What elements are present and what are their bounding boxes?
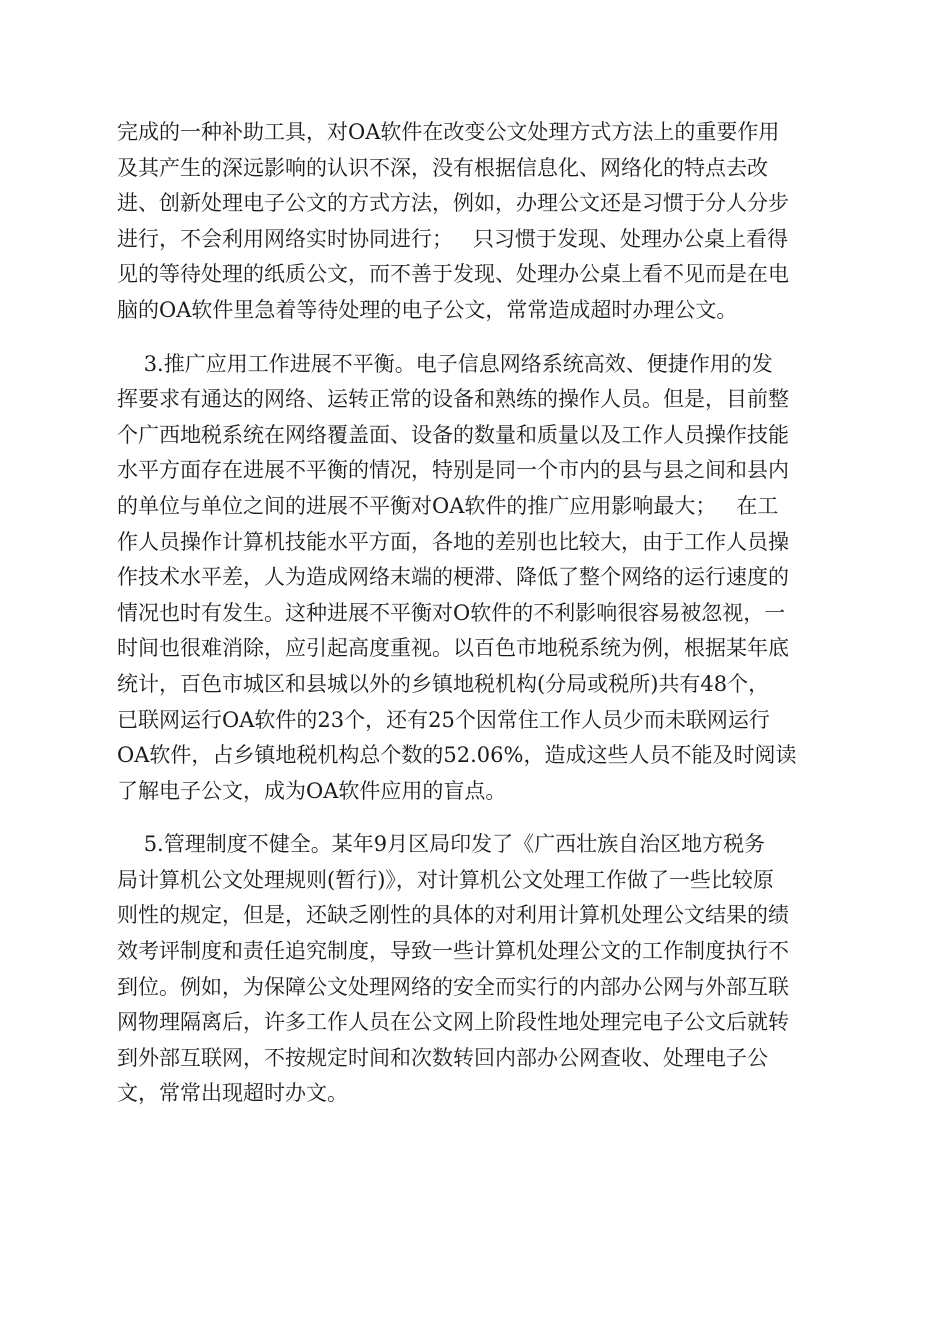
- text-line: 局计算机公文处理规则(暂行)》，对计算机公文处理工作做了一些比较原: [117, 867, 774, 892]
- text-line: 水平方面存在进展不平衡的情况，特别是同一个市内的县与县之间和县内: [117, 458, 789, 483]
- document-body: [117, 115, 835, 1130]
- text-line: 3.推广应用工作进展不平衡。电子信息网络系统高效、便捷作用的发: [117, 351, 773, 376]
- text-line: 进、创新处理电子公文的方式方法，例如，办理公文还是习惯于分人分步: [117, 191, 789, 216]
- text-line: 到位。例如，为保障公文处理网络的安全而实行的内部办公网与外部互联: [117, 974, 789, 999]
- text-line: 效考评制度和责任追究制度，导致一些计算机处理公文的工作制度执行不: [117, 939, 789, 964]
- text-line: 的单位与单位之间的进展不平衡对OA软件的推广应用影响最大； 在工: [117, 493, 779, 518]
- text-line: 个广西地税系统在网络覆盖面、设备的数量和质量以及工作人员操作技能: [117, 422, 789, 447]
- text-line: 则性的规定，但是，还缺乏刚性的具体的对利用计算机处理公文结果的绩: [117, 903, 789, 928]
- text-line: 网物理隔离后，许多工作人员在公文网上阶段性地处理完电子公文后就转: [117, 1010, 789, 1035]
- text-line: 已联网运行OA软件的23个，还有25个因常住工作人员少而未联网运行: [117, 707, 770, 732]
- text-line: 作技术水平差，人为造成网络末端的梗滞、降低了整个网络的运行速度的: [117, 565, 789, 590]
- text-line: 挥要求有通达的网络、运转正常的设备和熟练的操作人员。但是，目前整: [117, 387, 789, 412]
- paragraph-3: [117, 827, 835, 1112]
- text-line: 情况也时有发生。这种进展不平衡对O软件的不利影响很容易被忽视，一: [117, 600, 786, 625]
- text-line: 文，常常出现超时办文。: [117, 1081, 348, 1106]
- text-line: 进行，不会利用网络实时协同进行； 只习惯于发现、处理办公桌上看得: [117, 226, 789, 251]
- text-line: OA软件，占乡镇地税机构总个数的52.06%，造成这些人员不能及时阅读: [117, 743, 797, 768]
- paragraph-1: [117, 115, 835, 329]
- text-line: 到外部互联网，不按规定时间和次数转回内部办公网查收、处理电子公: [117, 1045, 768, 1070]
- text-line: 5.管理制度不健全。某年9月区局印发了《广西壮族自治区地方税务: [117, 832, 766, 857]
- text-line: 时间也很难消除，应引起高度重视。以百色市地税系统为例，根据某年底: [117, 636, 789, 661]
- text-line: 及其产生的深远影响的认识不深，没有根据信息化、网络化的特点去改: [117, 155, 768, 180]
- text-line: 了解电子公文，成为OA软件应用的盲点。: [117, 778, 507, 803]
- text-line: 统计，百色市城区和县城以外的乡镇地税机构(分局或税所)共有48个，: [117, 671, 770, 696]
- text-line: 完成的一种补助工具，对OA软件在改变公文处理方式方法上的重要作用: [117, 120, 780, 144]
- paragraph-2: [117, 347, 835, 810]
- text-line: 见的等待处理的纸质公文，而不善于发现、处理办公桌上看不见而是在电: [117, 262, 789, 287]
- text-line: 作人员操作计算机技能水平方面，各地的差别也比较大，由于工作人员操: [117, 529, 789, 554]
- text-line: 脑的OA软件里急着等待处理的电子公文，常常造成超时办理公文。: [117, 297, 738, 322]
